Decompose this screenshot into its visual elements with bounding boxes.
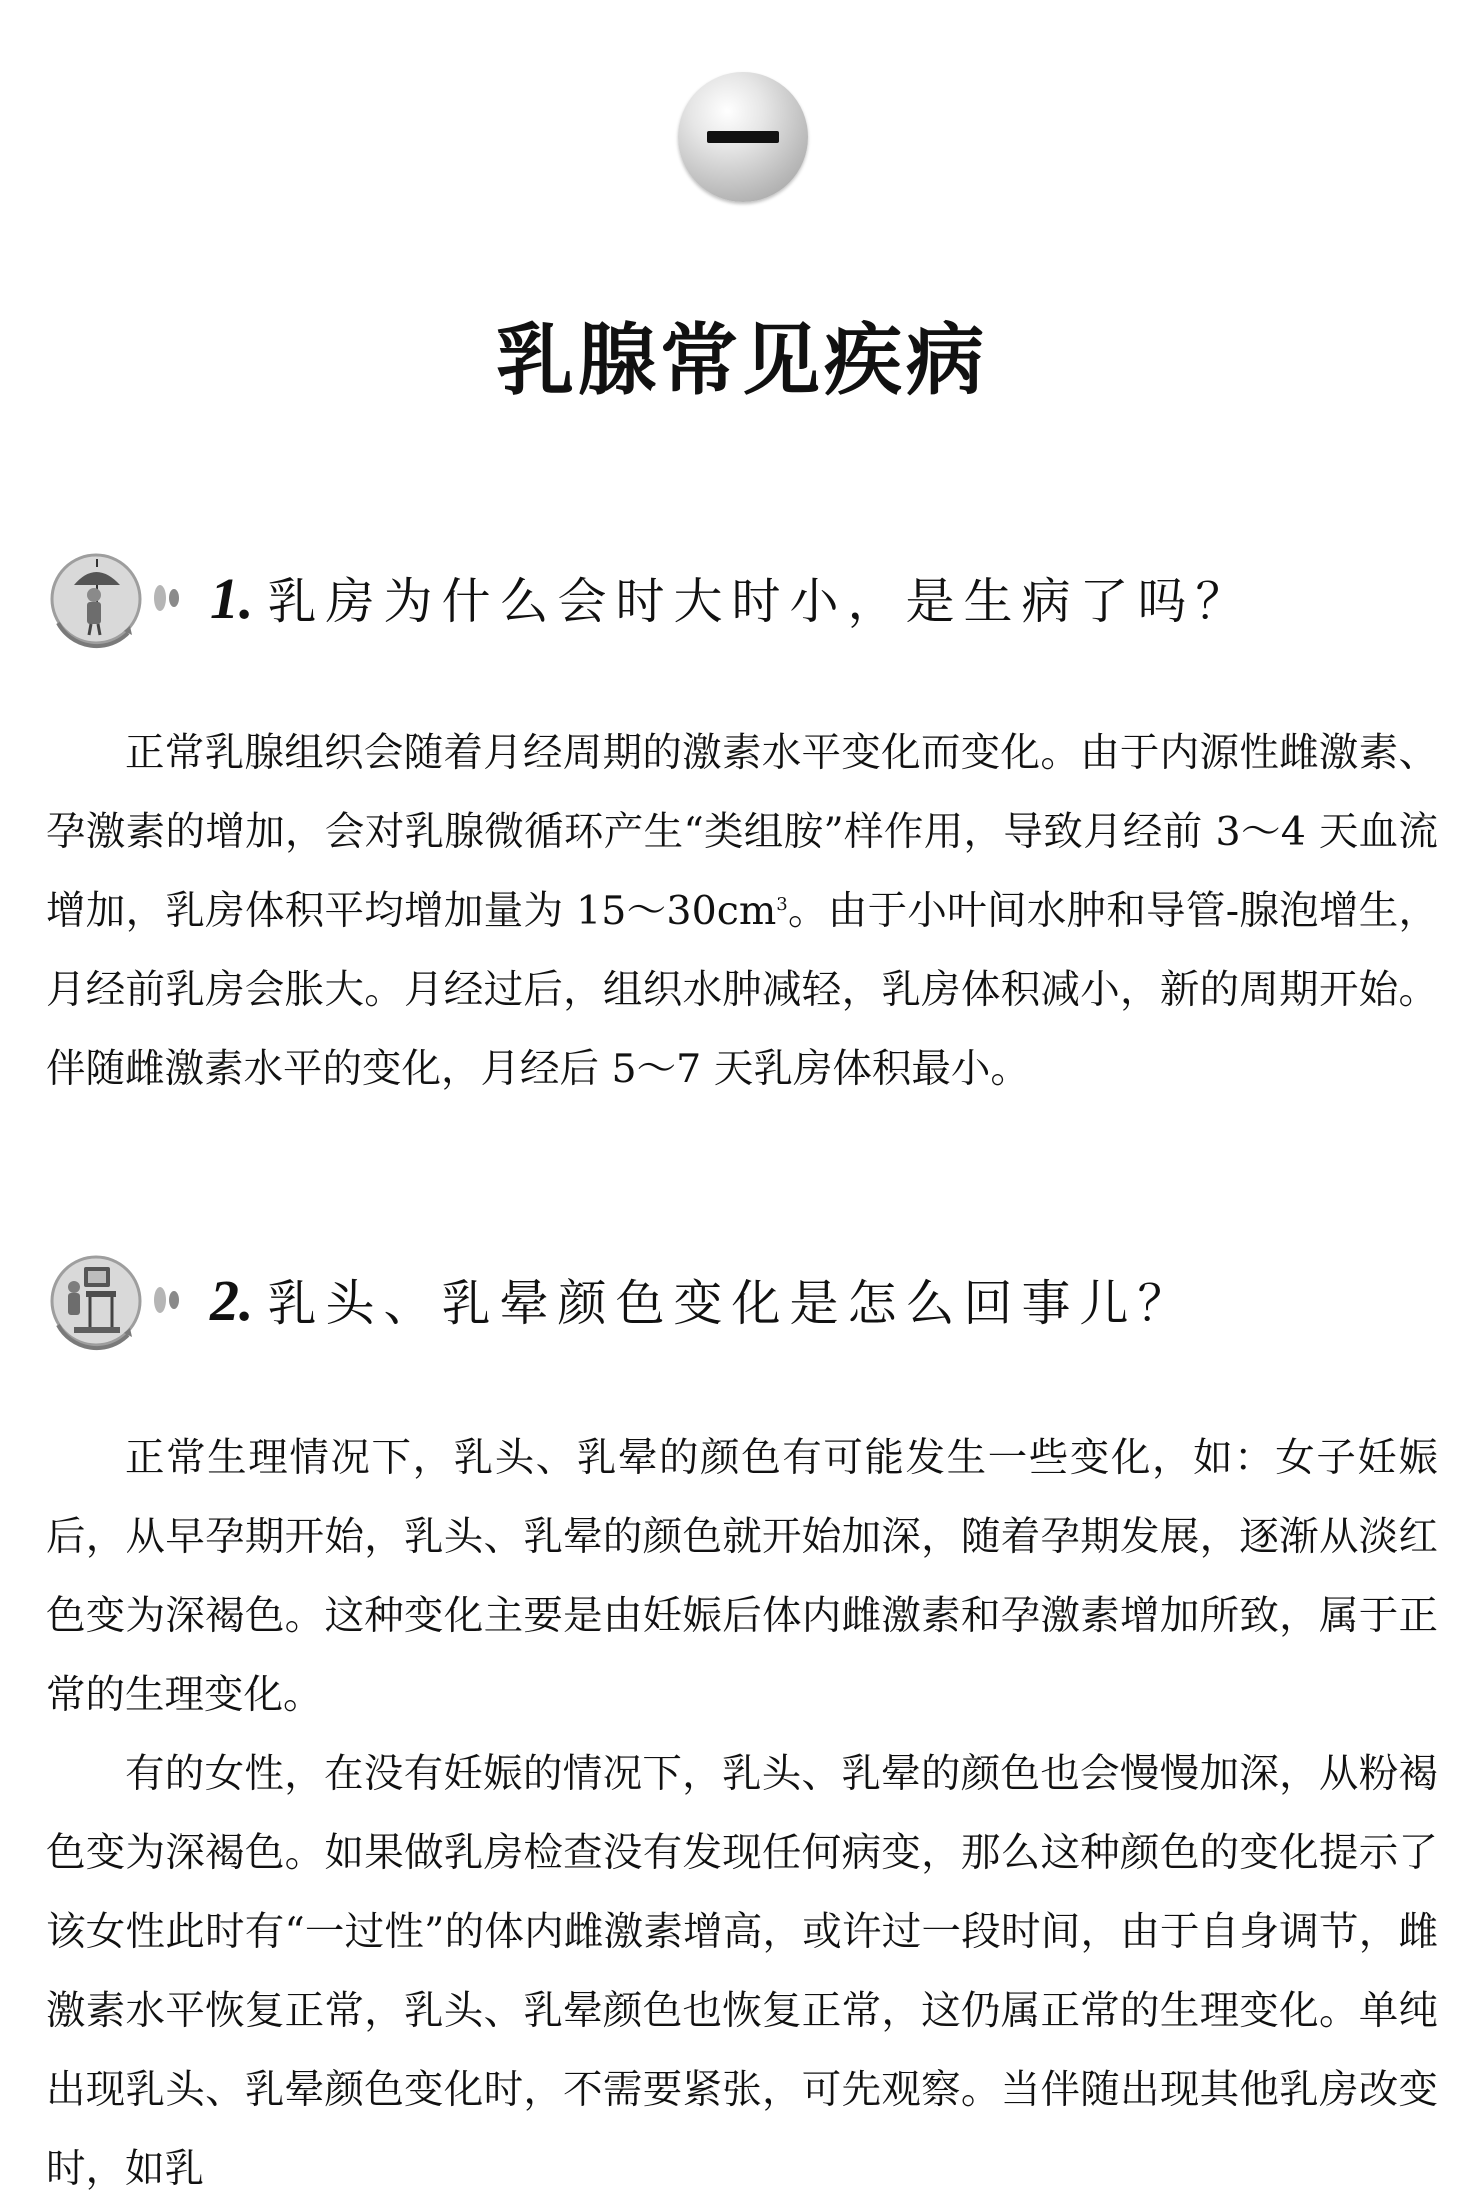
section-1-heading — [44, 543, 1254, 653]
section-number: 1. — [210, 565, 254, 631]
section-question: 乳房为什么会时大时小，是生病了吗？ — [267, 573, 1254, 630]
superscript: 3 — [776, 893, 788, 915]
umbrella-figure-icon — [44, 545, 150, 651]
section-2-heading — [44, 1245, 1196, 1355]
section-1-paragraph — [46, 714, 1438, 1109]
paragraph-text: 。由于小叶间水肿和导管-腺泡增生，月经前乳房会胀大。月经过后，组织水肿减轻，乳房体积减小，新的周期开始。伴随雌激素水平的变化，月经后 5～7 天乳房体积最小。 — [46, 888, 1438, 1092]
workstation-figure-icon — [44, 1247, 150, 1353]
chapter-title: 乳腺常见疾病 — [495, 316, 988, 406]
bullet-dots-icon — [152, 578, 182, 618]
chapter-number-symbol — [707, 131, 779, 143]
section-2-paragraph-1: 正常生理情况下，乳头、乳晕的颜色有可能发生一些变化，如：女子妊娠后，从早孕期开始，乳头、乳晕的颜色就开始加深，随着孕期发展，逐渐从淡红色变为深褐色。这种变化主要是由妊娠后体内雌激素和孕激素增加所致，属于正常的生理变化。 — [46, 1435, 1438, 1718]
section-number: 2. — [210, 1267, 254, 1333]
section-2-paragraph-2: 有的女性，在没有妊娠的情况下，乳头、乳晕的颜色也会慢慢加深，从粉褐色变为深褐色。如果做乳房检查没有发现任何病变，那么这种颜色的变化提示了该女性此时有“一过性”的体内雌激素增高，或许过一段时间，由于自身调节，雌激素水平恢复正常，乳头、乳晕颜色也恢复正常，这仍属正常的生理变化。单纯出现乳头、乳晕颜色变化时，不需要紧张，可先观察。当伴随出现其他乳房改变时，如乳 — [46, 1751, 1438, 2192]
paragraph-text: 正常乳腺组织会随着月经周期的激素水平变化而变化。由于内源性雌激素、孕激素的增加，会对乳腺微循环产生“类组胺”样作用，导致月经前 3～4 天血流增加，乳房体积平均增加量为 15～30cm — [46, 730, 1438, 934]
chapter-number-badge — [678, 72, 808, 202]
bullet-dots-icon — [152, 1280, 182, 1320]
section-question: 乳头、乳晕颜色变化是怎么回事儿？ — [267, 1275, 1196, 1332]
